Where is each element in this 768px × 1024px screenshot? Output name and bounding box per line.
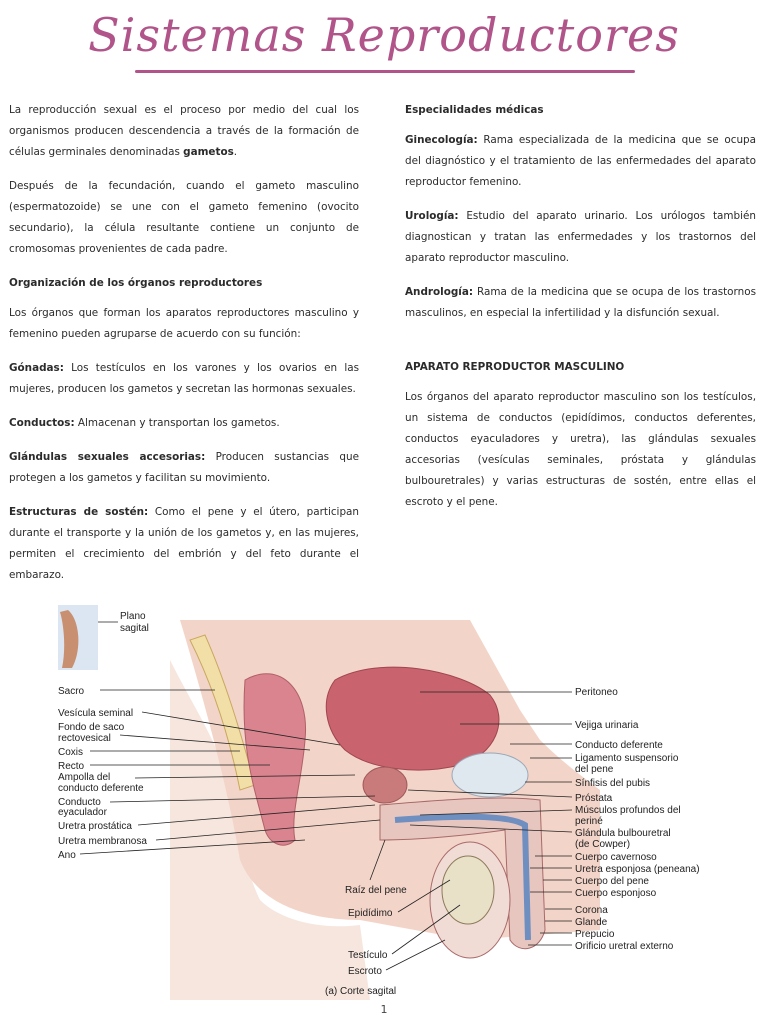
label-epididimo: Epidídimo	[348, 908, 393, 919]
gonadas-paragraph: Gónadas: Los testículos en los varones y los ovarios en las mujeres, producen los gametos y secretan las hormonas sexuales.	[9, 362, 359, 395]
label-ligamento-2: del pene	[575, 764, 614, 775]
label-musculos-2: periné	[575, 816, 603, 827]
label-peritoneo: Peritoneo	[575, 687, 618, 698]
label-conducto-eyac-1: Conducto	[58, 797, 101, 808]
title-underline	[135, 70, 635, 73]
heading-organizacion: Organización de los órganos reproductores	[9, 277, 263, 289]
label-prostata: Próstata	[575, 793, 613, 804]
label-ampolla-2: conducto deferente	[58, 783, 144, 794]
label-escroto: Escroto	[348, 966, 382, 977]
label-cuerpo-pene: Cuerpo del pene	[575, 876, 649, 887]
label-recto: Recto	[58, 761, 85, 772]
label-ampolla-1: Ampolla del	[58, 772, 111, 783]
label-raiz-pene: Raíz del pene	[345, 885, 407, 896]
estructuras-paragraph: Estructuras de sostén: Como el pene y el útero, participan durante el transporte y la unión de los gametos y, en las mujeres, permiten el crecimiento del embrión y del feto durante el embarazo.	[9, 506, 359, 581]
heading-especialidades: Especialidades médicas	[405, 104, 544, 116]
label-corona: Corona	[575, 905, 608, 916]
label-fondo-saco-2: rectovesical	[58, 733, 111, 744]
intro-paragraph: La reproducción sexual es el proceso por medio del cual los organismos producen descendencia a través de la formación de células germinales denominadas gametos.	[9, 104, 359, 158]
conductos-paragraph: Conductos: Almacenan y transportan los gametos.	[9, 417, 280, 429]
label-uretra-membranosa: Uretra membranosa	[58, 836, 147, 847]
label-prepucio: Prepucio	[575, 929, 615, 940]
label-sacro: Sacro	[58, 686, 85, 697]
label-glandula-bulbo-2: (de Cowper)	[575, 839, 631, 850]
label-plano-1: Plano	[120, 611, 146, 622]
heading-aparato-masculino: APARATO REPRODUCTOR MASCULINO	[405, 361, 625, 373]
fecundacion-paragraph: Después de la fecundación, cuando el gameto masculino (espermatozoide) se une con el gameto femenino (ovocito secundario), la célula resultante contiene un conjunto de cromosomas provenientes de cada padre.	[9, 180, 359, 255]
page-title: Sistemas Reproductores	[88, 8, 680, 62]
label-cuerpo-esponjoso: Cuerpo esponjoso	[575, 888, 657, 899]
label-uretra-prostatica: Uretra prostática	[58, 821, 132, 832]
sagittal-section-diagram	[40, 600, 720, 1000]
page-number: 1	[380, 1003, 388, 1016]
pubic-symphysis	[452, 753, 528, 797]
figure-caption: (a) Corte sagital	[325, 986, 397, 997]
label-fondo-saco-1: Fondo de saco	[58, 722, 125, 733]
glandulas-paragraph: Glándulas sexuales accesorias: Producen sustancias que protegen a los gametos y facilitan su movimiento.	[9, 451, 359, 484]
andrologia-paragraph: Andrología: Rama de la medicina que se ocupa de los trastornos masculinos, en especial la infertilidad y la disfunción sexual.	[405, 286, 756, 319]
prostate	[363, 767, 407, 803]
testis	[442, 856, 494, 924]
label-orificio-uretral: Orificio uretral externo	[575, 941, 674, 952]
organizacion-paragraph: Los órganos que forman los aparatos reproductores masculino y femenino pueden agruparse de acuerdo con su función:	[9, 307, 359, 340]
aparato-masculino-paragraph: Los órganos del aparato reproductor masculino son los testículos, un sistema de conductos (epidídimos, conductos deferentes, conductos eyaculadores y uretra), las glándulas sexuales accesorias (vesículas seminales, próstata y glándulas bulbouretrales) y varias estructuras de sostén, entre ellas el escroto y el pene.	[405, 391, 756, 508]
label-testiculo: Testículo	[348, 950, 388, 961]
label-conducto-deferente: Conducto deferente	[575, 740, 663, 751]
right-column	[405, 100, 756, 526]
label-coxis: Coxis	[58, 747, 84, 758]
label-musculos-1: Músculos profundos del	[575, 805, 681, 816]
label-sinfisis: Sínfisis del pubis	[575, 778, 651, 789]
label-conducto-eyac-2: eyaculador	[58, 807, 107, 818]
ginecologia-paragraph: Ginecología: Rama especializada de la medicina que se ocupa del diagnóstico y el tratamiento de las enfermedades del aparato reproductor femenino.	[405, 134, 756, 188]
urologia-paragraph: Urología: Estudio del aparato urinario. Los urólogos también diagnostican y tratan las enfermedades y los trastornos del aparato reproductor masculino.	[405, 210, 756, 264]
anatomy-figure	[40, 600, 720, 1000]
label-ligamento-1: Ligamento suspensorio	[575, 753, 679, 764]
label-vejiga: Vejiga urinaria	[575, 720, 639, 731]
label-ano: Ano	[58, 850, 76, 861]
label-uretra-esponjosa: Uretra esponjosa (peneana)	[575, 864, 700, 875]
label-glande: Glande	[575, 917, 608, 928]
label-plano-2: sagital	[120, 623, 149, 634]
label-vesicula-seminal: Vesícula seminal	[58, 708, 134, 719]
label-glandula-bulbo-1: Glándula bulbouretral	[575, 828, 671, 839]
label-cuerpo-cavernoso: Cuerpo cavernoso	[575, 852, 657, 863]
left-column	[9, 100, 359, 599]
